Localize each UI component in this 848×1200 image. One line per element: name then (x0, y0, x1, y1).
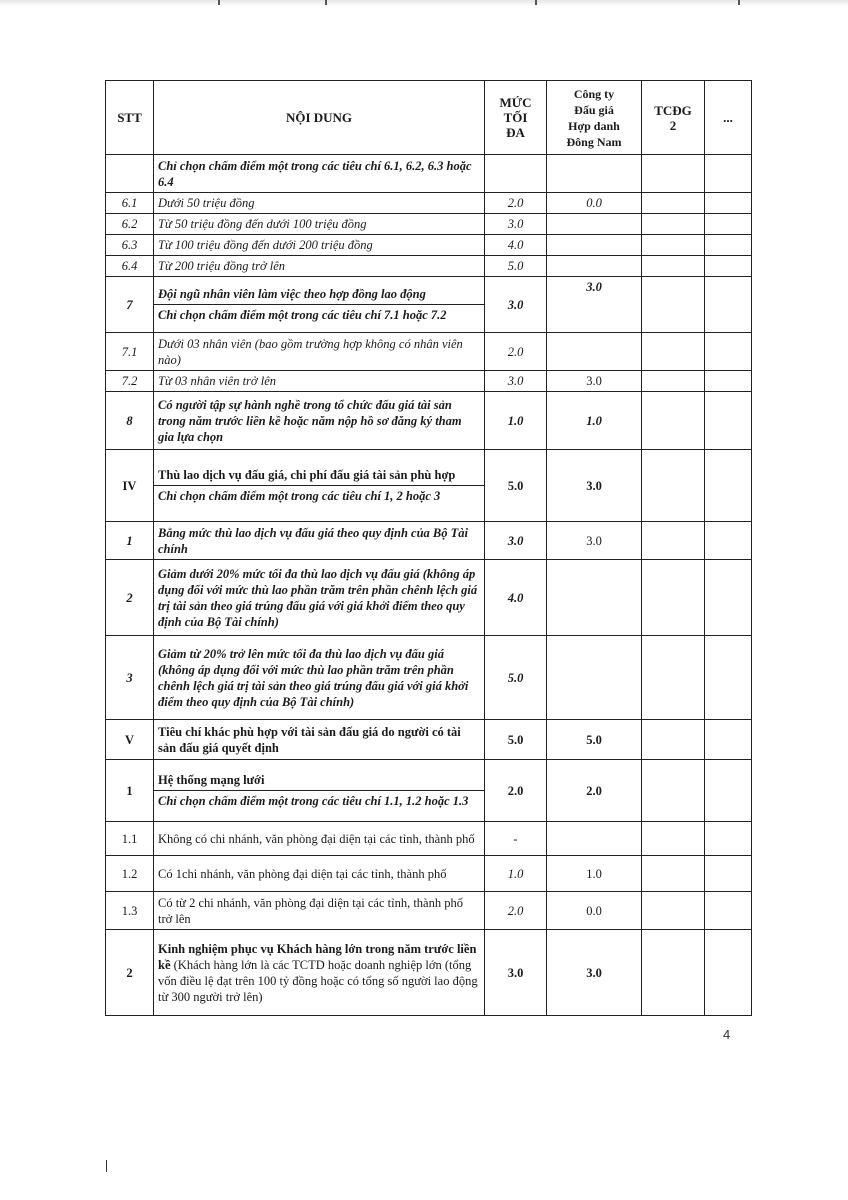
table-row (106, 522, 752, 560)
row-stt: 1.3 (106, 892, 154, 930)
row-content: Có 1chi nhánh, văn phòng đại diện tại các tỉnh, thành phố (154, 856, 485, 892)
row-company-score: 1.0 (547, 392, 642, 450)
row-content: Thù lao dịch vụ đấu giá, chi phí đấu giá tài sản phù hợp Chỉ chọn chấm điểm một trong các tiêu chí 1, 2 hoặc 3 (154, 450, 485, 522)
table-row (106, 560, 752, 636)
scan-tick-mark (218, 0, 220, 5)
row-max-score: 3.0 (485, 277, 547, 333)
header-noi-dung: NỘI DUNG (154, 81, 485, 155)
header-more: ... (705, 81, 752, 155)
table-row (106, 155, 752, 193)
table-row (106, 256, 752, 277)
row-company-score: 3.0 (547, 450, 642, 522)
row-stt: 1 (106, 522, 154, 560)
table-row (106, 892, 752, 930)
row-company-score: 1.0 (547, 856, 642, 892)
page-number: 4 (723, 1027, 731, 1042)
header-muc-toi-da: MỨC TỐI ĐA (485, 81, 547, 155)
row-stt: 8 (106, 392, 154, 450)
row-max-score: 5.0 (485, 720, 547, 760)
row-content: Dưới 03 nhân viên (bao gồm trường hợp không có nhân viên nào) (154, 333, 485, 371)
row-max-score: 2.0 (485, 760, 547, 822)
row-stt: 1 (106, 760, 154, 822)
margin-mark (106, 1160, 107, 1172)
row-content: Bằng mức thù lao dịch vụ đấu giá theo quy định của Bộ Tài chính (154, 522, 485, 560)
header-tcdg2: TCĐG 2 (642, 81, 705, 155)
row-content: Kinh nghiệm phục vụ Khách hàng lớn trong năm trước liền kề (Khách hàng lớn là các TCTD hoặc doanh nghiệp lớn (tổng vốn điều lệ đạt trên 100 tỷ đồng hoặc có tổng số người lao động từ 300 người trở lên) (154, 930, 485, 1016)
scan-tick-mark (738, 0, 740, 5)
row-content: Có người tập sự hành nghề trong tổ chức đấu giá tài sản trong năm trước liền kề hoặc năm nộp hồ sơ đăng ký tham gia lựa chọn (154, 392, 485, 450)
row-stt: IV (106, 450, 154, 522)
table-row (106, 856, 752, 892)
table-row (106, 930, 752, 1016)
row-content: Giảm từ 20% trở lên mức tối đa thù lao dịch vụ đấu giá (không áp dụng đối với mức thù lao phần trăm trên phần chênh lệch giá trị tài sản theo giá trúng đấu giá với giá khởi điểm theo quy định của Bộ Tài chính) (154, 636, 485, 720)
row-max-score: 2.0 (485, 193, 547, 214)
table-row (106, 333, 752, 371)
row-max-score: 1.0 (485, 392, 547, 450)
row-content: Giảm dưới 20% mức tối đa thù lao dịch vụ đấu giá (không áp dụng đối với mức thù lao phần trăm trên phần chênh lệch giá trị tài sản theo giá trúng đấu giá với giá khởi điểm theo quy định của Bộ Tài chính) (154, 560, 485, 636)
row-stt: 3 (106, 636, 154, 720)
row-stt: 7 (106, 277, 154, 333)
row-stt: 6.3 (106, 235, 154, 256)
row-content: Tiêu chí khác phù hợp với tài sản đấu giá do người có tài sản đấu giá quyết định (154, 720, 485, 760)
row-stt: 1.1 (106, 822, 154, 856)
row-company-score: 3.0 (547, 522, 642, 560)
row-content: Có từ 2 chi nhánh, văn phòng đại diện tại các tỉnh, thành phố trở lên (154, 892, 485, 930)
row-content: Không có chi nhánh, văn phòng đại diện tại các tỉnh, thành phố (154, 822, 485, 856)
row-max-score: 3.0 (485, 930, 547, 1016)
table-row (106, 760, 752, 822)
table-row (106, 822, 752, 856)
row-stt: 2 (106, 560, 154, 636)
row-content: Dưới 50 triệu đồng (154, 193, 485, 214)
scan-tick-mark (535, 0, 537, 5)
row-company-score: 5.0 (547, 720, 642, 760)
scan-edge (0, 0, 848, 6)
table-row (106, 371, 752, 392)
row-max-score: 2.0 (485, 892, 547, 930)
row-stt: 6.2 (106, 214, 154, 235)
row-stt: 7.1 (106, 333, 154, 371)
row-max-score: 4.0 (485, 235, 547, 256)
row-company-score: 3.0 (547, 371, 642, 392)
table-row (106, 214, 752, 235)
row-company-score: 0.0 (547, 892, 642, 930)
row-stt: 1.2 (106, 856, 154, 892)
table-row (106, 193, 752, 214)
row-content: Từ 100 triệu đồng đến dưới 200 triệu đồng (154, 235, 485, 256)
row-stt: 7.2 (106, 371, 154, 392)
row-max-score: 3.0 (485, 371, 547, 392)
row-max-score: 5.0 (485, 450, 547, 522)
row-stt: 6.1 (106, 193, 154, 214)
row-company-score: 3.0 (547, 277, 642, 333)
header-stt: STT (106, 81, 154, 155)
row-max-score: - (485, 822, 547, 856)
row-content: Chỉ chọn chấm điểm một trong các tiêu chí 6.1, 6.2, 6.3 hoặc 6.4 (154, 155, 485, 193)
table-row (106, 720, 752, 760)
table-row (106, 450, 752, 522)
scan-tick-mark (325, 0, 327, 5)
row-max-score: 2.0 (485, 333, 547, 371)
table-row (106, 277, 752, 333)
row-content: Từ 200 triệu đồng trở lên (154, 256, 485, 277)
scoring-table (105, 80, 752, 1016)
table-row (106, 636, 752, 720)
table-row (106, 235, 752, 256)
row-max-score: 5.0 (485, 636, 547, 720)
row-max-score: 3.0 (485, 522, 547, 560)
header-cong-ty: Công ty Đấu giá Hợp danh Đông Nam (547, 81, 642, 155)
row-content: Từ 03 nhân viên trở lên (154, 371, 485, 392)
row-stt: V (106, 720, 154, 760)
row-max-score: 5.0 (485, 256, 547, 277)
header-row (106, 81, 752, 155)
row-company-score: 3.0 (547, 930, 642, 1016)
table-row (106, 392, 752, 450)
row-content: Từ 50 triệu đồng đến dưới 100 triệu đồng (154, 214, 485, 235)
row-content: Đội ngũ nhân viên làm việc theo hợp đồng lao động Chỉ chọn chấm điểm một trong các tiêu chí 7.1 hoặc 7.2 (154, 277, 485, 333)
row-max-score: 3.0 (485, 214, 547, 235)
row-max-score: 1.0 (485, 856, 547, 892)
row-company-score: 2.0 (547, 760, 642, 822)
row-stt: 2 (106, 930, 154, 1016)
row-stt: 6.4 (106, 256, 154, 277)
row-content: Hệ thống mạng lưới Chỉ chọn chấm điểm một trong các tiêu chí 1.1, 1.2 hoặc 1.3 (154, 760, 485, 822)
row-max-score: 4.0 (485, 560, 547, 636)
row-company-score: 0.0 (547, 193, 642, 214)
